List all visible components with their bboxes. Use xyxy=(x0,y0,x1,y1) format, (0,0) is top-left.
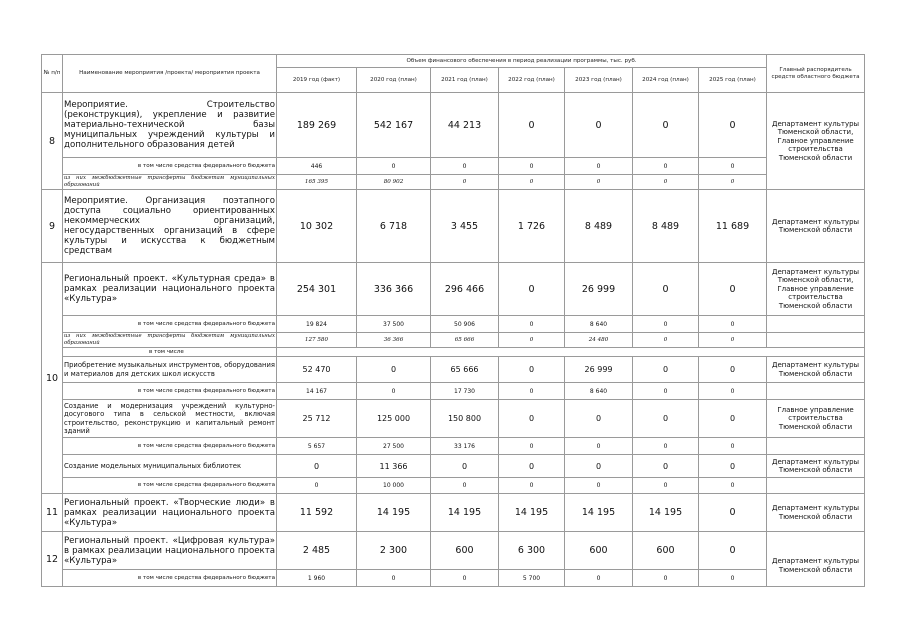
federal-subrow xyxy=(42,316,865,333)
value-cell: 14 195 xyxy=(565,494,633,532)
value-cell: 0 xyxy=(499,175,565,190)
value-cell: 37 500 xyxy=(357,316,431,333)
value-cell: 5 700 xyxy=(499,570,565,587)
row-number: 9 xyxy=(42,190,63,263)
federal-label: в том числе средства федерального бюджета xyxy=(63,316,277,333)
value-cell: 0 xyxy=(699,333,767,348)
header-year: 2021 год (план) xyxy=(431,68,499,93)
value-cell: 0 xyxy=(633,438,699,455)
value-cell: 0 xyxy=(565,478,633,494)
value-cell: 2 485 xyxy=(277,532,357,570)
federal-subrow xyxy=(42,158,865,175)
value-cell: 17 730 xyxy=(431,383,499,400)
empty-cell xyxy=(277,348,865,357)
federal-label: в том числе средства федерального бюджета xyxy=(63,383,277,400)
value-cell: 0 xyxy=(357,570,431,587)
empty-cell xyxy=(767,438,865,455)
header-num: № п/п xyxy=(42,55,63,93)
value-cell: 0 xyxy=(357,383,431,400)
federal-label: в том числе средства федерального бюджета xyxy=(63,158,277,175)
table-row xyxy=(42,532,865,570)
value-cell: 0 xyxy=(633,93,699,158)
value-cell: 0 xyxy=(431,478,499,494)
header-distributor: Главный распорядитель средств областного бюджета xyxy=(767,55,865,93)
value-cell: 36 366 xyxy=(357,333,431,348)
value-cell: 0 xyxy=(277,478,357,494)
value-cell: 19 824 xyxy=(277,316,357,333)
distributor-cell: Департамент культуры Тюменской области xyxy=(767,190,865,263)
value-cell: 125 000 xyxy=(357,400,431,438)
measure-row xyxy=(42,400,865,438)
value-cell: 2 300 xyxy=(357,532,431,570)
value-cell: 0 xyxy=(633,316,699,333)
value-cell: 0 xyxy=(277,455,357,478)
value-cell: 0 xyxy=(699,400,767,438)
value-cell: 0 xyxy=(499,263,565,316)
value-cell: 11 689 xyxy=(699,190,767,263)
value-cell: 14 167 xyxy=(277,383,357,400)
header-year: 2019 год (факт) xyxy=(277,68,357,93)
empty-cell xyxy=(767,383,865,400)
value-cell: 14 195 xyxy=(357,494,431,532)
value-cell: 0 xyxy=(565,158,633,175)
value-cell: 0 xyxy=(633,383,699,400)
value-cell: 0 xyxy=(699,357,767,383)
value-cell: 446 xyxy=(277,158,357,175)
value-cell: 65 666 xyxy=(431,357,499,383)
value-cell: 0 xyxy=(357,158,431,175)
header-name: Наименование мероприятия /проекта/ мероприятия проекта xyxy=(63,55,277,93)
value-cell: 0 xyxy=(699,438,767,455)
row-name: Региональный проект. «Культурная среда» в рамках реализации национального проекта «Культура» xyxy=(63,263,277,316)
table-row xyxy=(42,494,865,532)
value-cell: 0 xyxy=(565,175,633,190)
value-cell: 0 xyxy=(699,494,767,532)
value-cell: 0 xyxy=(699,263,767,316)
value-cell: 6 718 xyxy=(357,190,431,263)
header-year: 2020 год (план) xyxy=(357,68,431,93)
including-subrow xyxy=(42,348,865,357)
table-row xyxy=(42,190,865,263)
value-cell: 150 800 xyxy=(431,400,499,438)
row-name: Региональный проект. «Цифровая культура» в рамках реализации национального проекта «Культура» xyxy=(63,532,277,570)
row-number: 10 xyxy=(42,263,63,494)
value-cell: 0 xyxy=(565,400,633,438)
federal-subrow xyxy=(42,383,865,400)
header-year: 2025 год (план) xyxy=(699,68,767,93)
value-cell: 6 300 xyxy=(499,532,565,570)
value-cell: 0 xyxy=(499,93,565,158)
distributor-cell: Департамент культуры Тюменской области xyxy=(767,357,865,383)
header-year: 2024 год (план) xyxy=(633,68,699,93)
value-cell: 0 xyxy=(699,478,767,494)
value-cell: 0 xyxy=(699,175,767,190)
value-cell: 0 xyxy=(431,158,499,175)
row-name: Мероприятие. Строительство (реконструкция), укрепление и развитие материально-технической базы муниципальных учреждений культуры и дополнительного образования детей xyxy=(63,93,277,158)
value-cell: 0 xyxy=(499,158,565,175)
federal-label: в том числе средства федерального бюджета xyxy=(63,438,277,455)
value-cell: 0 xyxy=(633,333,699,348)
value-cell: 0 xyxy=(699,316,767,333)
value-cell: 165 395 xyxy=(277,175,357,190)
value-cell: 14 195 xyxy=(431,494,499,532)
measure-name: Создание модельных муниципальных библиотек xyxy=(63,455,277,478)
value-cell: 0 xyxy=(633,400,699,438)
value-cell: 0 xyxy=(699,383,767,400)
table-row xyxy=(42,93,865,158)
value-cell: 26 999 xyxy=(565,263,633,316)
distributor-cell: Департамент культуры Тюменской области, Главное управление строительства Тюменской области xyxy=(767,263,865,316)
header-funding: Объем финансового обеспечения в период реализации программы, тыс. руб. xyxy=(277,55,767,68)
row-number: 12 xyxy=(42,532,63,587)
value-cell: 0 xyxy=(431,455,499,478)
value-cell: 0 xyxy=(499,400,565,438)
value-cell: 25 712 xyxy=(277,400,357,438)
value-cell: 0 xyxy=(633,263,699,316)
value-cell: 296 466 xyxy=(431,263,499,316)
value-cell: 10 302 xyxy=(277,190,357,263)
value-cell: 0 xyxy=(431,570,499,587)
row-number: 8 xyxy=(42,93,63,190)
value-cell: 0 xyxy=(633,357,699,383)
value-cell: 10 000 xyxy=(357,478,431,494)
distributor-cell: Департамент культуры Тюменской области, Главное управление строительства Тюменской области xyxy=(767,93,865,190)
value-cell: 80 902 xyxy=(357,175,431,190)
value-cell: 11 366 xyxy=(357,455,431,478)
value-cell: 0 xyxy=(565,455,633,478)
value-cell: 33 176 xyxy=(431,438,499,455)
value-cell: 0 xyxy=(499,455,565,478)
value-cell: 8 640 xyxy=(565,316,633,333)
empty-cell xyxy=(767,478,865,494)
value-cell: 8 489 xyxy=(565,190,633,263)
value-cell: 0 xyxy=(499,478,565,494)
value-cell: 0 xyxy=(431,175,499,190)
row-name: Мероприятие. Организация поэтапного доступа социально ориентированных некоммерческих организаций, негосударственных организаций в сфере культуры и искусства к бюджетным средствам xyxy=(63,190,277,263)
transfers-subrow xyxy=(42,175,865,190)
value-cell: 0 xyxy=(633,570,699,587)
value-cell: 336 366 xyxy=(357,263,431,316)
value-cell: 0 xyxy=(499,383,565,400)
value-cell: 27 500 xyxy=(357,438,431,455)
value-cell: 0 xyxy=(633,478,699,494)
value-cell: 0 xyxy=(633,158,699,175)
value-cell: 600 xyxy=(565,532,633,570)
budget-table xyxy=(41,54,865,587)
distributor-cell: Департамент культуры Тюменской области xyxy=(767,532,865,587)
value-cell: 26 999 xyxy=(565,357,633,383)
row-number: 11 xyxy=(42,494,63,532)
measure-name: Приобретение музыкальных инструментов, оборудования и материалов для детских школ искусств xyxy=(63,357,277,383)
transfers-subrow xyxy=(42,333,865,348)
value-cell: 0 xyxy=(499,438,565,455)
federal-label: в том числе средства федерального бюджета xyxy=(63,570,277,587)
distributor-cell: Главное управление строительства Тюменской области xyxy=(767,400,865,438)
value-cell: 0 xyxy=(499,333,565,348)
row-name: Региональный проект. «Творческие люди» в рамках реализации национального проекта «Культура» xyxy=(63,494,277,532)
measure-row xyxy=(42,455,865,478)
value-cell: 0 xyxy=(565,438,633,455)
value-cell: 600 xyxy=(633,532,699,570)
value-cell: 1 726 xyxy=(499,190,565,263)
value-cell: 189 269 xyxy=(277,93,357,158)
value-cell: 542 167 xyxy=(357,93,431,158)
federal-label: в том числе средства федерального бюджета xyxy=(63,478,277,494)
value-cell: 0 xyxy=(499,316,565,333)
transfers-label: из них межбюджетные трансферты бюджетам муниципальных образований xyxy=(64,175,275,188)
header-row-1 xyxy=(42,55,865,68)
value-cell: 0 xyxy=(633,175,699,190)
including-label: в том числе xyxy=(63,348,277,357)
federal-subrow xyxy=(42,438,865,455)
distributor-cell: Департамент культуры Тюменской области xyxy=(767,455,865,478)
value-cell: 14 195 xyxy=(499,494,565,532)
value-cell: 24 480 xyxy=(565,333,633,348)
value-cell: 0 xyxy=(699,532,767,570)
value-cell: 8 640 xyxy=(565,383,633,400)
budget-table-sheet xyxy=(41,54,864,587)
value-cell: 44 213 xyxy=(431,93,499,158)
header-year: 2022 год (план) xyxy=(499,68,565,93)
value-cell: 14 195 xyxy=(633,494,699,532)
value-cell: 5 657 xyxy=(277,438,357,455)
value-cell: 52 470 xyxy=(277,357,357,383)
empty-cell xyxy=(767,316,865,333)
transfers-label: из них межбюджетные трансферты бюджетам муниципальных образований xyxy=(64,333,275,346)
value-cell: 0 xyxy=(565,570,633,587)
header-year: 2023 год (план) xyxy=(565,68,633,93)
value-cell: 0 xyxy=(699,93,767,158)
value-cell: 254 301 xyxy=(277,263,357,316)
value-cell: 11 592 xyxy=(277,494,357,532)
value-cell: 1 960 xyxy=(277,570,357,587)
value-cell: 8 489 xyxy=(633,190,699,263)
table-row xyxy=(42,263,865,316)
federal-subrow xyxy=(42,478,865,494)
value-cell: 3 455 xyxy=(431,190,499,263)
value-cell: 0 xyxy=(699,158,767,175)
value-cell: 0 xyxy=(699,570,767,587)
value-cell: 0 xyxy=(633,455,699,478)
distributor-cell: Департамент культуры Тюменской области xyxy=(767,494,865,532)
value-cell: 600 xyxy=(431,532,499,570)
federal-subrow xyxy=(42,570,865,587)
value-cell: 50 906 xyxy=(431,316,499,333)
empty-cell xyxy=(767,333,865,348)
value-cell: 0 xyxy=(699,455,767,478)
value-cell: 0 xyxy=(357,357,431,383)
value-cell: 0 xyxy=(499,357,565,383)
measure-row xyxy=(42,357,865,383)
measure-name: Создание и модернизация учреждений культурно-досугового типа в сельской местности, включая строительство, реконструкцию и капитальный ремонт зданий xyxy=(63,400,277,438)
value-cell: 65 666 xyxy=(431,333,499,348)
value-cell: 127 580 xyxy=(277,333,357,348)
value-cell: 0 xyxy=(565,93,633,158)
